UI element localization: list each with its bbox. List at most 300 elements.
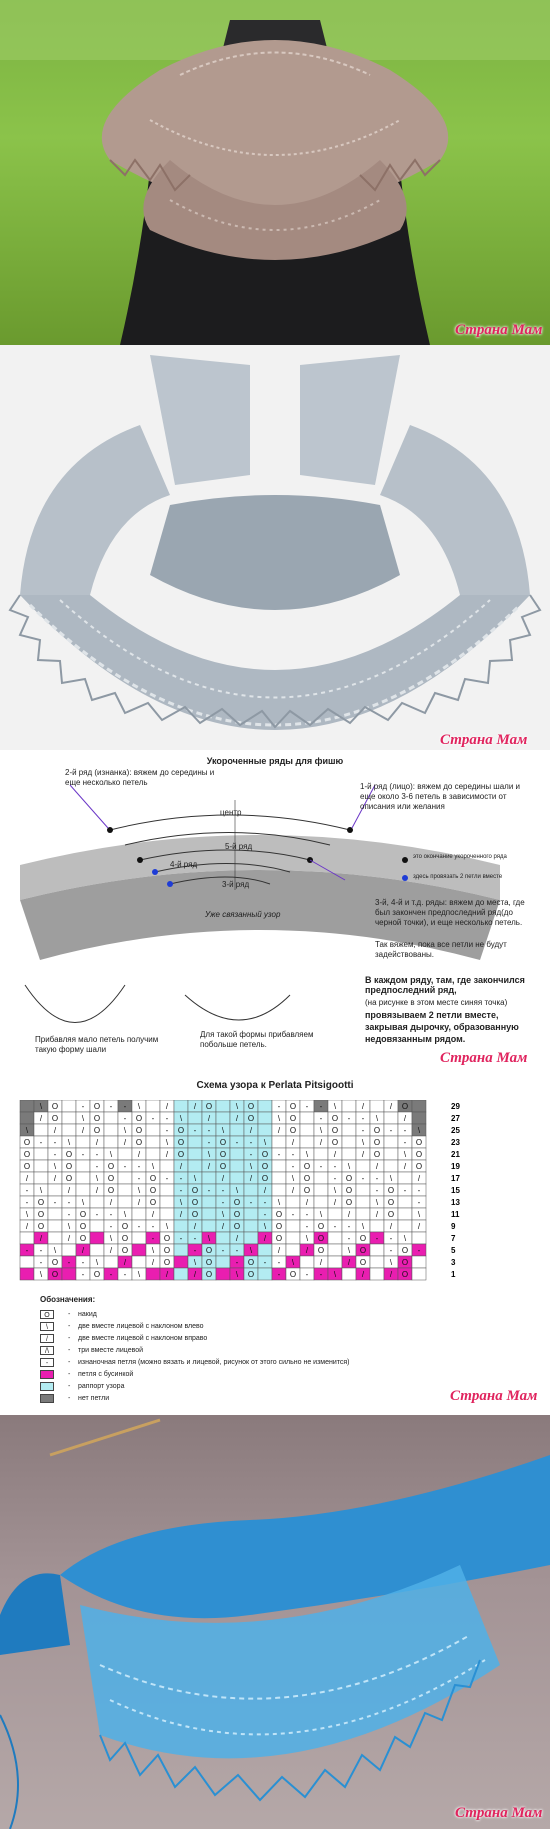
chart-symbol: \ bbox=[403, 1150, 407, 1159]
chart-symbol: O bbox=[303, 1186, 311, 1195]
chart-symbol: - bbox=[249, 1150, 253, 1159]
legend-text: три вместе лицевой bbox=[78, 1347, 144, 1354]
legend-swatch-bead bbox=[40, 1370, 54, 1379]
chart-cell bbox=[90, 1232, 104, 1244]
chart-symbol: O bbox=[79, 1234, 87, 1243]
chart-symbol: \ bbox=[123, 1126, 127, 1135]
chart-cell bbox=[146, 1124, 160, 1136]
chart-symbol: - bbox=[109, 1270, 113, 1279]
photo-lace-shawl-flat bbox=[0, 345, 550, 750]
chart-symbol: O bbox=[331, 1138, 339, 1147]
legend-swatch: / bbox=[40, 1334, 54, 1343]
chart-symbol: / bbox=[361, 1270, 365, 1279]
chart-symbol: - bbox=[347, 1114, 351, 1123]
chart-cell bbox=[398, 1208, 412, 1220]
chart-cell bbox=[300, 1256, 314, 1268]
chart-symbol: - bbox=[123, 1270, 127, 1279]
watermark: Страна Мам bbox=[440, 1050, 528, 1066]
chart-symbol: - bbox=[249, 1198, 253, 1207]
chart-symbol: / bbox=[417, 1222, 421, 1231]
chart-symbol: - bbox=[67, 1198, 71, 1207]
chart-symbol: \ bbox=[333, 1186, 337, 1195]
chart-symbol: - bbox=[95, 1150, 99, 1159]
chart-symbol: - bbox=[291, 1150, 295, 1159]
chart-symbol: \ bbox=[235, 1270, 239, 1279]
chart-cell bbox=[20, 1232, 34, 1244]
chart-symbol: - bbox=[109, 1222, 113, 1231]
chart-symbol: \ bbox=[81, 1198, 85, 1207]
chart-cell bbox=[104, 1112, 118, 1124]
chart-cell bbox=[62, 1112, 76, 1124]
chart-cell bbox=[272, 1172, 286, 1184]
chart-symbol: - bbox=[53, 1150, 57, 1159]
chart-cell bbox=[342, 1148, 356, 1160]
chart-symbol: / bbox=[263, 1234, 267, 1243]
chart-symbol: \ bbox=[319, 1210, 323, 1219]
chart-cell bbox=[48, 1208, 62, 1220]
chart-symbol: \ bbox=[137, 1270, 141, 1279]
chart-symbol: / bbox=[67, 1186, 71, 1195]
chart-cell bbox=[20, 1100, 34, 1112]
legend-title: Обозначения: bbox=[40, 1295, 96, 1304]
right-shape-note: Для такой формы прибавляем побольше петель. bbox=[200, 1030, 314, 1049]
chart-cell bbox=[160, 1208, 174, 1220]
center-label: центр bbox=[220, 808, 242, 817]
chart-symbol: - bbox=[179, 1234, 183, 1243]
chart-cell bbox=[202, 1172, 216, 1184]
chart-cell bbox=[356, 1184, 370, 1196]
chart-cell bbox=[104, 1256, 118, 1268]
chart-cell bbox=[132, 1232, 146, 1244]
chart-cell bbox=[314, 1196, 328, 1208]
chart-symbol: \ bbox=[235, 1186, 239, 1195]
chart-cell bbox=[174, 1256, 188, 1268]
chart-cell bbox=[146, 1148, 160, 1160]
chart-symbol: \ bbox=[277, 1114, 281, 1123]
chart-cell bbox=[34, 1124, 48, 1136]
chart-symbol: - bbox=[67, 1210, 71, 1219]
chart-cell bbox=[356, 1208, 370, 1220]
chart-symbol: O bbox=[93, 1102, 101, 1111]
chart-symbol: - bbox=[403, 1138, 407, 1147]
chart-symbol: \ bbox=[305, 1234, 309, 1243]
chart-cell bbox=[230, 1160, 244, 1172]
until-note: Так вяжем, пока все петли не будут задействованы. bbox=[375, 940, 507, 959]
chart-cell bbox=[90, 1244, 104, 1256]
chart-symbol: / bbox=[389, 1270, 393, 1279]
chart-cell bbox=[48, 1232, 62, 1244]
chart-symbol: - bbox=[109, 1102, 113, 1111]
chart-cell bbox=[118, 1172, 132, 1184]
chart-symbol: \ bbox=[39, 1186, 43, 1195]
chart-symbol: / bbox=[123, 1138, 127, 1147]
chart-symbol: - bbox=[221, 1186, 225, 1195]
chart-symbol: / bbox=[347, 1258, 351, 1267]
chart-symbol: - bbox=[151, 1114, 155, 1123]
chart-symbol: O bbox=[261, 1150, 269, 1159]
chart-symbol: O bbox=[149, 1186, 157, 1195]
chart-symbol: O bbox=[163, 1234, 171, 1243]
chart-symbol: - bbox=[277, 1258, 281, 1267]
chart-symbol: / bbox=[333, 1150, 337, 1159]
chart-cell bbox=[174, 1244, 188, 1256]
chart-symbol: / bbox=[193, 1102, 197, 1111]
chart-symbol: - bbox=[193, 1246, 197, 1255]
chart-symbol: / bbox=[375, 1162, 379, 1171]
chart-symbol: O bbox=[219, 1138, 227, 1147]
legend-row: \ - две вместе лицевой с наклоном влево bbox=[40, 1321, 350, 1332]
chart-cell bbox=[202, 1208, 216, 1220]
chart-cell bbox=[34, 1172, 48, 1184]
photo-lace-shawl-worn bbox=[0, 0, 550, 345]
chart-cell bbox=[412, 1112, 426, 1124]
chart-cell bbox=[398, 1196, 412, 1208]
row2-note: 2-й ряд (изнанка): вяжем до середины и еще несколько петель bbox=[65, 768, 215, 787]
chart-symbol: / bbox=[193, 1270, 197, 1279]
chart-symbol: \ bbox=[291, 1258, 295, 1267]
watermark: Страна Мам bbox=[440, 732, 528, 748]
chart-symbol: / bbox=[291, 1186, 295, 1195]
chart-cell bbox=[384, 1160, 398, 1172]
chart-symbol: / bbox=[235, 1234, 239, 1243]
chart-symbol: - bbox=[375, 1234, 379, 1243]
chart-symbol: - bbox=[123, 1162, 127, 1171]
chart-cell bbox=[146, 1100, 160, 1112]
chart-symbol: O bbox=[65, 1174, 73, 1183]
chart-symbol: / bbox=[67, 1234, 71, 1243]
chart-cell bbox=[370, 1220, 384, 1232]
chart-cell bbox=[146, 1136, 160, 1148]
row-number-label: 23 bbox=[451, 1138, 460, 1147]
chart-symbol: O bbox=[51, 1114, 59, 1123]
chart-symbol: - bbox=[361, 1174, 365, 1183]
chart-symbol: / bbox=[179, 1162, 183, 1171]
chart-symbol: O bbox=[359, 1234, 367, 1243]
chart-symbol: O bbox=[177, 1150, 185, 1159]
chart-cell bbox=[398, 1172, 412, 1184]
short-rows-diagram bbox=[0, 750, 550, 1070]
chart-symbol: - bbox=[319, 1162, 323, 1171]
row-number-label: 7 bbox=[451, 1234, 456, 1243]
chart-symbol: - bbox=[25, 1186, 29, 1195]
chart-symbol: O bbox=[219, 1162, 227, 1171]
chart-symbol: - bbox=[39, 1258, 43, 1267]
row-label-4: 4-й ряд bbox=[170, 860, 198, 869]
chart-symbol: O bbox=[401, 1246, 409, 1255]
legend-row: /\ - три вместе лицевой bbox=[40, 1345, 350, 1356]
chart-symbol: O bbox=[233, 1222, 241, 1231]
chart-symbol: O bbox=[289, 1114, 297, 1123]
chart-symbol: - bbox=[137, 1162, 141, 1171]
chart-symbol: - bbox=[389, 1234, 393, 1243]
chart-symbol: - bbox=[39, 1138, 43, 1147]
chart-cell bbox=[216, 1268, 230, 1280]
chart-symbol: O bbox=[331, 1126, 339, 1135]
chart-cell bbox=[244, 1232, 258, 1244]
chart-symbol: O bbox=[37, 1222, 45, 1231]
chart-cell bbox=[286, 1196, 300, 1208]
legend-swatch-repeat bbox=[40, 1382, 54, 1391]
chart-symbol: / bbox=[81, 1126, 85, 1135]
chart-cell bbox=[356, 1160, 370, 1172]
chart-symbol: / bbox=[193, 1222, 197, 1231]
chart-cell bbox=[216, 1100, 230, 1112]
chart-symbol: - bbox=[305, 1222, 309, 1231]
rule-3: провязываем 2 петли вместе, bbox=[365, 1010, 499, 1020]
chart-symbol: \ bbox=[165, 1222, 169, 1231]
chart-symbol: \ bbox=[207, 1150, 211, 1159]
chart-cell bbox=[160, 1184, 174, 1196]
row-number-label: 5 bbox=[451, 1246, 456, 1255]
chart-cell bbox=[230, 1148, 244, 1160]
chart-symbol: O bbox=[23, 1162, 31, 1171]
chart-symbol: O bbox=[331, 1114, 339, 1123]
chart-symbol: O bbox=[317, 1222, 325, 1231]
legend-text: изнаночная петля (можно вязать и лицевой, рисунок от этого сильно не изменится) bbox=[78, 1359, 350, 1366]
chart-cell bbox=[300, 1124, 314, 1136]
row1-note: 1-й ряд (лицо): вяжем до середины шали и еще около 3-6 петель в зависимости от описания или желания bbox=[360, 782, 520, 811]
chart-cell bbox=[48, 1220, 62, 1232]
chart-symbol: O bbox=[163, 1246, 171, 1255]
chart-symbol: O bbox=[107, 1186, 115, 1195]
chart-symbol: O bbox=[135, 1138, 143, 1147]
chart-symbol: - bbox=[263, 1198, 267, 1207]
chart-symbol: \ bbox=[193, 1174, 197, 1183]
chart-cell bbox=[286, 1244, 300, 1256]
chart-symbol: O bbox=[65, 1150, 73, 1159]
row-number-label: 17 bbox=[451, 1174, 460, 1183]
chart-cell bbox=[188, 1136, 202, 1148]
chart-symbol: - bbox=[53, 1138, 57, 1147]
chart-symbol: O bbox=[415, 1138, 423, 1147]
chart-symbol: \ bbox=[95, 1258, 99, 1267]
chart-symbol: \ bbox=[305, 1150, 309, 1159]
chart-symbol: O bbox=[93, 1270, 101, 1279]
chart-cell bbox=[118, 1148, 132, 1160]
chart-cell bbox=[202, 1220, 216, 1232]
chart-cell bbox=[286, 1232, 300, 1244]
chart-symbol: / bbox=[207, 1162, 211, 1171]
chart-symbol: \ bbox=[319, 1126, 323, 1135]
chart-symbol: O bbox=[387, 1210, 395, 1219]
chart-cell bbox=[412, 1256, 426, 1268]
diagram-title: Укороченные ряды для фишю bbox=[206, 756, 344, 766]
chart-symbol: \ bbox=[417, 1210, 421, 1219]
chart-cell bbox=[370, 1256, 384, 1268]
row-number-label: 9 bbox=[451, 1222, 456, 1231]
chart-symbol: - bbox=[235, 1138, 239, 1147]
chart-cell bbox=[258, 1100, 272, 1112]
chart-symbol: O bbox=[303, 1162, 311, 1171]
chart-symbol: \ bbox=[417, 1126, 421, 1135]
legend-row: O - накид bbox=[40, 1309, 350, 1320]
chart-symbol: / bbox=[389, 1102, 393, 1111]
chart-cell bbox=[356, 1196, 370, 1208]
chart-cell bbox=[370, 1268, 384, 1280]
chart-symbol: / bbox=[305, 1198, 309, 1207]
chart-symbol: O bbox=[93, 1114, 101, 1123]
chart-cell bbox=[174, 1220, 188, 1232]
chart-cell bbox=[20, 1256, 34, 1268]
chart-symbol: - bbox=[193, 1126, 197, 1135]
chart-symbol: - bbox=[81, 1102, 85, 1111]
legend-row: / - две вместе лицевой с наклоном вправо bbox=[40, 1333, 350, 1344]
chart-symbol: - bbox=[151, 1234, 155, 1243]
legend-text: две вместе лицевой с наклоном влево bbox=[78, 1323, 204, 1330]
chart-symbol: \ bbox=[403, 1234, 407, 1243]
chart-symbol: \ bbox=[221, 1126, 225, 1135]
chart-symbol: - bbox=[319, 1102, 323, 1111]
chart-symbol: \ bbox=[109, 1234, 113, 1243]
chart-cell bbox=[398, 1220, 412, 1232]
chart-symbol: - bbox=[193, 1234, 197, 1243]
chart-cell bbox=[244, 1220, 258, 1232]
chart-symbol: - bbox=[305, 1270, 309, 1279]
chart-symbol: - bbox=[81, 1150, 85, 1159]
chart-symbol: - bbox=[361, 1126, 365, 1135]
chart-cell bbox=[132, 1244, 146, 1256]
row-label-5: 5-й ряд bbox=[225, 842, 253, 851]
chart-cell bbox=[132, 1208, 146, 1220]
chart-symbol: / bbox=[151, 1210, 155, 1219]
chart-symbol: - bbox=[137, 1222, 141, 1231]
chart-symbol: O bbox=[373, 1138, 381, 1147]
chart-symbol: O bbox=[163, 1258, 171, 1267]
chart-symbol: - bbox=[207, 1126, 211, 1135]
chart-symbol: O bbox=[107, 1174, 115, 1183]
chart-symbol: O bbox=[233, 1198, 241, 1207]
chart-symbol: / bbox=[53, 1174, 57, 1183]
photo-3-art bbox=[0, 1415, 550, 1829]
chart-symbol: \ bbox=[53, 1162, 57, 1171]
row3-note: 3-й, 4-й и т.д. ряды: вяжем до места, где был закончен предпоследний ряд(до черной точки), и еще несколько петель. bbox=[375, 898, 525, 927]
chart-symbol: O bbox=[247, 1114, 255, 1123]
chart-symbol: \ bbox=[263, 1222, 267, 1231]
chart-cell bbox=[34, 1148, 48, 1160]
chart-cell bbox=[132, 1256, 146, 1268]
chart-symbol: - bbox=[305, 1102, 309, 1111]
chart-symbol: / bbox=[249, 1174, 253, 1183]
chart-symbol: - bbox=[263, 1210, 267, 1219]
chart-symbol: / bbox=[109, 1246, 113, 1255]
chart-symbol: - bbox=[417, 1198, 421, 1207]
chart-symbol: - bbox=[403, 1126, 407, 1135]
chart-cell bbox=[370, 1244, 384, 1256]
chart-symbol: / bbox=[81, 1246, 85, 1255]
chart-symbol: O bbox=[261, 1174, 269, 1183]
chart-symbol: O bbox=[401, 1270, 409, 1279]
chart-symbol: - bbox=[179, 1174, 183, 1183]
chart-symbol: O bbox=[135, 1126, 143, 1135]
chart-symbol: O bbox=[205, 1246, 213, 1255]
chart-symbol: O bbox=[415, 1150, 423, 1159]
chart-symbol: \ bbox=[389, 1174, 393, 1183]
chart-symbol: / bbox=[333, 1198, 337, 1207]
row-number-label: 13 bbox=[451, 1198, 460, 1207]
chart-symbol: - bbox=[123, 1114, 127, 1123]
chart-symbol: \ bbox=[333, 1270, 337, 1279]
chart-cell bbox=[314, 1184, 328, 1196]
chart-cell bbox=[230, 1172, 244, 1184]
chart-symbol: / bbox=[221, 1222, 225, 1231]
chart-cell bbox=[146, 1268, 160, 1280]
chart-symbol: / bbox=[53, 1126, 57, 1135]
chart-symbol: / bbox=[347, 1210, 351, 1219]
chart-cell bbox=[90, 1196, 104, 1208]
chart-symbol: - bbox=[277, 1270, 281, 1279]
chart-symbol: \ bbox=[123, 1210, 127, 1219]
chart-symbol: O bbox=[345, 1174, 353, 1183]
chart-cell bbox=[104, 1136, 118, 1148]
chart-symbol: \ bbox=[137, 1186, 141, 1195]
chart-symbol: O bbox=[317, 1246, 325, 1255]
rule-4: закрывая дырочку, образованную bbox=[365, 1022, 519, 1032]
chart-symbol: O bbox=[205, 1258, 213, 1267]
chart-symbol: O bbox=[415, 1162, 423, 1171]
chart-symbol: O bbox=[121, 1222, 129, 1231]
chart-symbol: / bbox=[165, 1102, 169, 1111]
chart-symbol: - bbox=[81, 1258, 85, 1267]
chart-symbol: / bbox=[361, 1102, 365, 1111]
chart-symbol: - bbox=[25, 1198, 29, 1207]
chart-cell bbox=[118, 1196, 132, 1208]
chart-symbol: / bbox=[291, 1138, 295, 1147]
chart-symbol: - bbox=[221, 1198, 225, 1207]
chart-cell bbox=[104, 1124, 118, 1136]
chart-cell bbox=[230, 1124, 244, 1136]
row-number-label: 11 bbox=[451, 1210, 460, 1219]
chart-symbol: - bbox=[165, 1174, 169, 1183]
chart-symbol: O bbox=[373, 1150, 381, 1159]
chart-symbol: O bbox=[121, 1234, 129, 1243]
chart-symbol: - bbox=[305, 1210, 309, 1219]
chart-symbol: O bbox=[303, 1174, 311, 1183]
chart-cell bbox=[328, 1208, 342, 1220]
chart-cell bbox=[342, 1124, 356, 1136]
chart-symbol: / bbox=[25, 1222, 29, 1231]
chart-grid bbox=[0, 1100, 550, 1300]
chart-symbol: \ bbox=[347, 1246, 351, 1255]
chart-cell bbox=[62, 1268, 76, 1280]
chart-symbol: \ bbox=[67, 1222, 71, 1231]
chart-symbol: / bbox=[249, 1126, 253, 1135]
chart-symbol: - bbox=[179, 1186, 183, 1195]
chart-symbol: O bbox=[219, 1150, 227, 1159]
chart-symbol: / bbox=[221, 1174, 225, 1183]
chart-symbol: \ bbox=[249, 1162, 253, 1171]
chart-symbol: \ bbox=[109, 1150, 113, 1159]
chart-symbol: \ bbox=[25, 1126, 29, 1135]
chart-symbol: O bbox=[51, 1258, 59, 1267]
chart-symbol: \ bbox=[39, 1270, 43, 1279]
chart-symbol: O bbox=[149, 1198, 157, 1207]
chart-cell bbox=[328, 1232, 342, 1244]
chart-symbol: / bbox=[403, 1114, 407, 1123]
chart-symbol: - bbox=[277, 1150, 281, 1159]
chart-cell bbox=[258, 1244, 272, 1256]
chart-cell bbox=[412, 1268, 426, 1280]
chart-symbol: \ bbox=[235, 1102, 239, 1111]
chart-cell bbox=[20, 1268, 34, 1280]
chart-symbol: O bbox=[93, 1126, 101, 1135]
chart-symbol: - bbox=[207, 1186, 211, 1195]
watermark: Страна Мам bbox=[455, 1805, 543, 1821]
chart-cell bbox=[160, 1160, 174, 1172]
chart-cell bbox=[314, 1172, 328, 1184]
chart-cell bbox=[286, 1220, 300, 1232]
chart-symbol: O bbox=[177, 1126, 185, 1135]
chart-cell bbox=[412, 1232, 426, 1244]
